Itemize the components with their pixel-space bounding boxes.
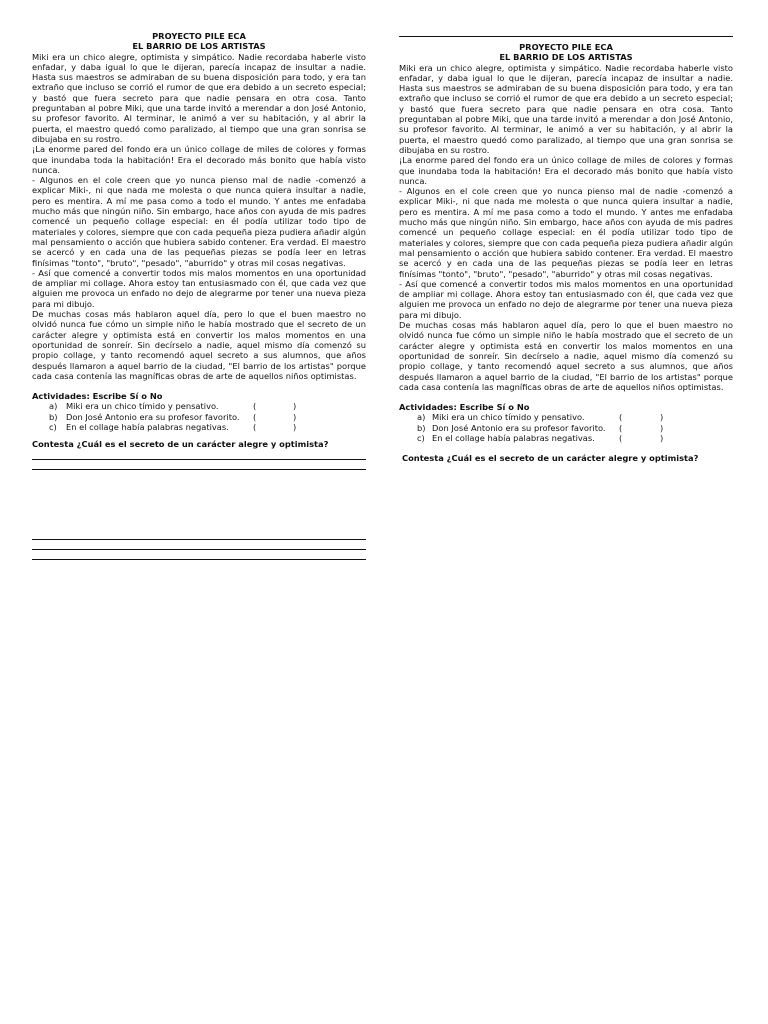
- story-text: [399, 63, 733, 393]
- activity-label: c): [417, 432, 425, 443]
- answer-open-paren[interactable]: (: [619, 432, 623, 443]
- activities-title: Actividades: Escribe Sí o No: [32, 391, 163, 402]
- activity-label: b): [417, 422, 426, 433]
- story-paragraph: - Algunos en el cole creen que yo nunca pienso mal de nadie -comenzó a explicar Miki-, ni que nada me molesta o que nunca quiera insultar a nadie, pero es mentira. A mí me pasa como a todo el mundo. Y antes me enfadaba mucho más que ningún niño. Sin embargo, hace años con ayuda de mis padres comencé un pequeño collage especial: en él podía utilizar todo tipo de materiales y colores, siempre que con cada pequeña pieza pudiera añadir algún mal pensamiento o acción que hubiera sabido contener. Era verdad. El maestro se acercó y en cada una de las pequeñas piezas se podía leer en letras finísimas "tonto", "bruto", "pesado", "aburrido" y otras mil cosas negativas.: [32, 175, 366, 268]
- story-paragraph: - Así que comencé a convertir todos mis malos momentos en una oportunidad de ampliar mi collage. Ahora estoy tan entusiasmado con él, que cada vez que alguien me provoca un enfado no dejo de alegrarme por tener una nueva pieza para mi dibujo.: [32, 267, 366, 309]
- story-paragraph: - Algunos en el cole creen que yo nunca pienso mal de nadie -comenzó a explicar Miki-, ni que nada me molesta o que nunca quiera insultar a nadie, pero es mentira. A mí me pasa como a todo el mundo. Y antes me enfadaba mucho más que ningún niño. Sin embargo, hace años con ayuda de mis padres comencé un pequeño collage especial: en él podía utilizar todo tipo de materiales y colores, siempre que con cada pequeña pieza pudiera añadir algún mal pensamiento o acción que hubiera sabido contener. Era verdad. El maestro se acercó y en cada una de las pequeñas piezas se podía leer en letras finísimas "tonto", "bruto", "pesado", "aburrido" y otras mil cosas negativas.: [399, 186, 733, 279]
- activity-label: a): [49, 401, 58, 412]
- activity-text: Miki era un chico tímido y pensativo.: [66, 401, 219, 412]
- activity-item: [32, 412, 366, 422]
- activity-text: En el collage había palabras negativas.: [66, 421, 229, 432]
- answer-open-paren[interactable]: (: [619, 412, 623, 423]
- answer-line[interactable]: [32, 459, 366, 460]
- top-rule-line: [399, 36, 733, 37]
- story-paragraph: ¡La enorme pared del fondo era un único collage de miles de colores y formas que inundaba toda la habitación! Era el decorado más bonito que había visto nunca.: [32, 144, 366, 175]
- answer-close-paren[interactable]: ): [660, 412, 664, 423]
- question-text: Contesta ¿Cuál es el secreto de un carácter alegre y optimista?: [402, 453, 699, 464]
- activity-item: [399, 412, 733, 422]
- story-text: [32, 52, 366, 382]
- answer-close-paren[interactable]: ): [660, 422, 664, 433]
- story-paragraph: ¡La enorme pared del fondo era un único collage de miles de colores y formas que inundaba toda la habitación! Era el decorado más bonito que había visto nunca.: [399, 155, 733, 186]
- activity-text: Don José Antonio era su profesor favorito.: [432, 422, 606, 433]
- activity-label: c): [49, 421, 57, 432]
- answer-close-paren[interactable]: ): [293, 401, 297, 412]
- answer-line[interactable]: [32, 549, 366, 550]
- activity-item: [32, 422, 366, 432]
- answer-open-paren[interactable]: (: [253, 411, 257, 422]
- activity-item: [399, 433, 733, 443]
- activity-item: [399, 423, 733, 433]
- story-paragraph: - Así que comencé a convertir todos mis malos momentos en una oportunidad de ampliar mi collage. Ahora estoy tan entusiasmado con él, que cada vez que alguien me provoca un enfado no dejo de alegrarme por tener una nueva pieza para mi dibujo.: [399, 278, 733, 320]
- activity-item: [32, 401, 366, 411]
- story-title: EL BARRIO DE LOS ARTISTAS: [499, 52, 633, 63]
- story-paragraph: Miki era un chico alegre, optimista y simpático. Nadie recordaba haberle visto enfadar, y daba igual lo que le dijeran, parecía incapaz de insultar a nadie. Hasta sus maestros se admiraban de su buena disposición para todo, y era tan extraño que incluso se corrió el rumor de que era debido a un secreto especial; y bastó que fuera secreto para que nadie pensara en otra cosa. Tanto preguntaban al pobre Miki, que una tarde invitó a merendar a don José Antonio, su profesor favorito. Al terminar, le animó a ver su habitación, y al abrir la puerta, el maestro quedó como paralizado, al tiempo que una gran sonrisa se dibujaba en su rostro.: [399, 62, 733, 155]
- activity-label: b): [49, 411, 58, 422]
- question-text: Contesta ¿Cuál es el secreto de un carácter alegre y optimista?: [32, 439, 329, 450]
- answer-open-paren[interactable]: (: [619, 422, 623, 433]
- answer-line[interactable]: [32, 539, 366, 540]
- story-paragraph: De muchas cosas más hablaron aquel día, pero lo que el buen maestro no olvidó nunca fue cómo un simple niño le había mostrado que el secreto de un carácter alegre y optimista está en convertir los malos momentos en una oportunidad de sonreír. Sin decírselo a nadie, aquel mismo día comenzó su propio collage, y tanto recomendó aquel secreto a sus alumnos, que años después llamaron a aquel barrio de la ciudad, "El barrio de los artistas" porque cada casa contenía las magníficas obras de arte de aquellos niños optimistas.: [32, 309, 366, 381]
- answer-open-paren[interactable]: (: [253, 421, 257, 432]
- answer-line[interactable]: [32, 559, 366, 560]
- story-paragraph: De muchas cosas más hablaron aquel día, pero lo que el buen maestro no olvidó nunca fue cómo un simple niño le había mostrado que el secreto de un carácter alegre y optimista está en convertir los malos momentos en una oportunidad de sonreír. Sin decírselo a nadie, aquel mismo día comenzó su propio collage, y tanto recomendó aquel secreto a sus alumnos, que años después llamaron a aquel barrio de la ciudad, "El barrio de los artistas" porque cada casa contenía las magníficas obras de arte de aquellos niños optimistas.: [399, 320, 733, 392]
- left-worksheet-column: [32, 0, 366, 560]
- answer-close-paren[interactable]: ): [293, 411, 297, 422]
- right-worksheet-column: [399, 0, 733, 464]
- answer-open-paren[interactable]: (: [253, 401, 257, 412]
- activities-title: Actividades: Escribe Sí o No: [399, 402, 530, 413]
- answer-close-paren[interactable]: ): [660, 432, 664, 443]
- activity-text: Miki era un chico tímido y pensativo.: [432, 412, 585, 423]
- activity-label: a): [417, 412, 426, 423]
- answer-space: [32, 470, 366, 530]
- activity-text: En el collage había palabras negativas.: [432, 432, 595, 443]
- project-title: PROYECTO PILE ECA: [152, 31, 246, 41]
- activity-text: Don José Antonio era su profesor favorito.: [66, 411, 240, 422]
- story-title: EL BARRIO DE LOS ARTISTAS: [132, 41, 266, 52]
- story-paragraph: Miki era un chico alegre, optimista y simpático. Nadie recordaba haberle visto enfadar, y daba igual lo que le dijeran, parecía incapaz de insultar a nadie. Hasta sus maestros se admiraban de su buena disposición para todo, y era tan extraño que incluso se corrió el rumor de que era debido a un secreto especial; y bastó que fuera secreto para que nadie pensara en otra cosa. Tanto preguntaban al pobre Miki, que una tarde invitó a merendar a don José Antonio, su profesor favorito. Al terminar, le animó a ver su habitación, y al abrir la puerta, el maestro quedó como paralizado, al tiempo que una gran sonrisa se dibujaba en su rostro.: [32, 51, 366, 144]
- answer-close-paren[interactable]: ): [293, 421, 297, 432]
- project-title: PROYECTO PILE ECA: [519, 42, 613, 52]
